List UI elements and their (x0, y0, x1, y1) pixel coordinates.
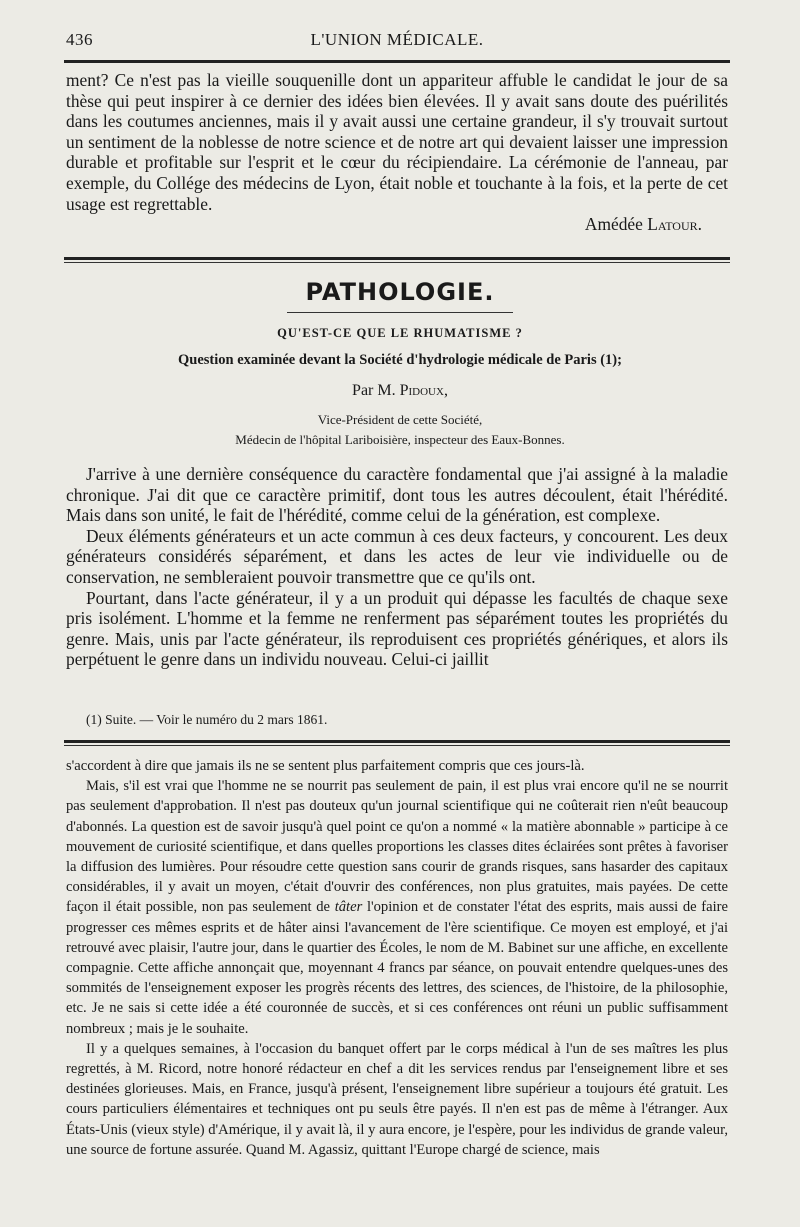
article-body (66, 464, 728, 670)
top-article (66, 70, 728, 235)
feuilleton-paragraph: s'accordent à dire que jamais ils ne se sentent plus parfaitement compris que ces jours-là. (66, 758, 585, 774)
page-header (66, 30, 728, 50)
author-role-1: Vice-Président de cette Société, (317, 412, 483, 427)
feuilleton-text: l'opinion et de constater l'état des esprits, mais aussi de faire progresser ces mêmes esprits et de hâter ainsi l'avancement de l'ère scientifique. Ce moyen est employé, et j'ai retrouvé avec plaisir, l'autre jour, dans le quartier des Écoles, le nom de M. Babinet sur une affiche, en excellente compagnie. Cette affiche annonçait que, moyennant 4 francs par séance, on pouvait entendre quelques-unes des sommités de l'enseignement exposer les progrès récents des lettres, des sciences, de l'histoire, de la philosophie, etc. Je ne sais si cette idée a été couronnée de succès, et si ces conférences ont réuni un public suffisamment nombreux ; mais je le souhaite. (66, 899, 729, 1037)
signature-first-name: Amédée (584, 214, 643, 235)
header-rule (64, 60, 730, 63)
journal-title: L'UNION MÉDICALE. (310, 30, 484, 49)
author-byline (0, 382, 800, 400)
signature-last-name: Latour. (647, 214, 702, 235)
section-title-rule (287, 312, 513, 313)
body-paragraph: Deux éléments générateurs et un acte commun à ces deux facteurs, y concourent. Les deux générateurs considérés séparément, et dans les actes de leur vie individuelle ou de conservation, ne sembleraient pouvoir transmettre que ce qu'ils ont. (66, 525, 728, 587)
feuilleton-rule-bottom (64, 745, 730, 746)
section-rule-top (64, 257, 730, 260)
feuilleton-paragraph: Il y a quelques semaines, à l'occasion du banquet offert par le corps médical à l'un de ses maîtres les plus regrettés, à M. Ricord, notre honoré rédacteur en chef a dit les services rendus par l'enseignement libre et ses destinées glorieuses. Mais, en France, jusqu'à présent, l'enseignement libre supérieur a toujours été gratuit. Les cours particuliers élémentaires et techniques ont pu seuls être payés. Il n'en est pas de même à l'étranger. Aux États-Unis (vieux style) d'Amérique, il y avait là, il y aura encore, je l'espère, pour les individus de grande valeur, une source de fortune assurée. Quand M. Agassiz, quittant l'Europe chargé de science, mais (66, 1040, 728, 1158)
body-paragraph: J'arrive à une dernière conséquence du caractère fondamental que j'ai assigné à la maladie chronique. J'ai dit que ce caractère primitif, dont tous les autres découlent, était l'hérédité. Mais dans son unité, le fait de l'hérédité, comme celui de la génération, est complexe. (66, 464, 728, 526)
section-rule-bottom (64, 262, 730, 263)
author-name: Pidoux, (399, 382, 448, 399)
author-role-2: Médecin de l'hôpital Lariboisière, inspecteur des Eaux-Bonnes. (235, 432, 565, 447)
byline-prefix: Par M. (352, 382, 396, 399)
body-paragraph: Pourtant, dans l'acte générateur, il y a un produit qui dépasse les facultés de chaque sexe pris isolément. L'homme et la femme ne renferment pas séparément toutes les propriétés du genre. Mais, unis par l'acte générateur, ils reproduisent ces propriétés génériques, et alors ils perpétuent le genre dans un individu nouveau. Celui-ci jaillit (66, 587, 728, 670)
article-subtitle: Question examinée devant la Société d'hydrologie médicale de Paris (1); (178, 352, 622, 368)
feuilleton-paragraph (66, 776, 728, 1039)
feuilleton-rule-top (64, 740, 730, 743)
article-question: QU'EST-CE QUE LE RHUMATISME ? (277, 326, 523, 340)
feuilleton-text: Mais, s'il est vrai que l'homme ne se nourrit pas seulement de pain, il est plus vrai encore qu'il ne se nourrit pas seulement d'approbation. Il n'est pas douteux qu'un journal scientifique qui ne coûterait rien n'eût beaucoup d'abonnés. La question est de savoir jusqu'à quel point ce qu'on a nommé « la matière abonnable » participe à ce mouvement de curiosité scientifique, et dans quelles proportions les classes dites éclairées sont prêtes à favoriser la diffusion des lumières. Pour résoudre cette question sans courir de grands risques, sans hasarder des capitaux considérables, il y avait un moyen, c'était d'ouvrir des conférences, non plus gratuites, mais payées. De cette façon il était possible, non pas seulement de (66, 778, 728, 916)
signature (66, 214, 728, 235)
feuilleton-italic: tâter (334, 899, 363, 916)
footnote: (1) Suite. — Voir le numéro du 2 mars 1861. (86, 712, 328, 727)
feuilleton (66, 756, 728, 1160)
top-article-paragraph: ment? Ce n'est pas la vieille souquenille dont un appariteur affuble le candidat le jour de sa thèse qui peut inspirer à ce dernier des idées bien élevées. Il y avait sans doute des puérilités dans les coutumes anciennes, mais il y avait aussi une certaine grandeur, il s'y trouvait surtout un sentiment de la noblesse de notre science et de notre art qui devaient laisser une impression durable et profitable sur l'esprit et le cœur du récipiendaire. La cérémonie de l'anneau, par exemple, du Collége des médecins de Lyon, était noble et touchante à la fois, et la perte de cet usage est regrettable. (66, 70, 728, 214)
page-number: 436 (66, 30, 93, 49)
section-title: PATHOLOGIE. (305, 278, 495, 306)
